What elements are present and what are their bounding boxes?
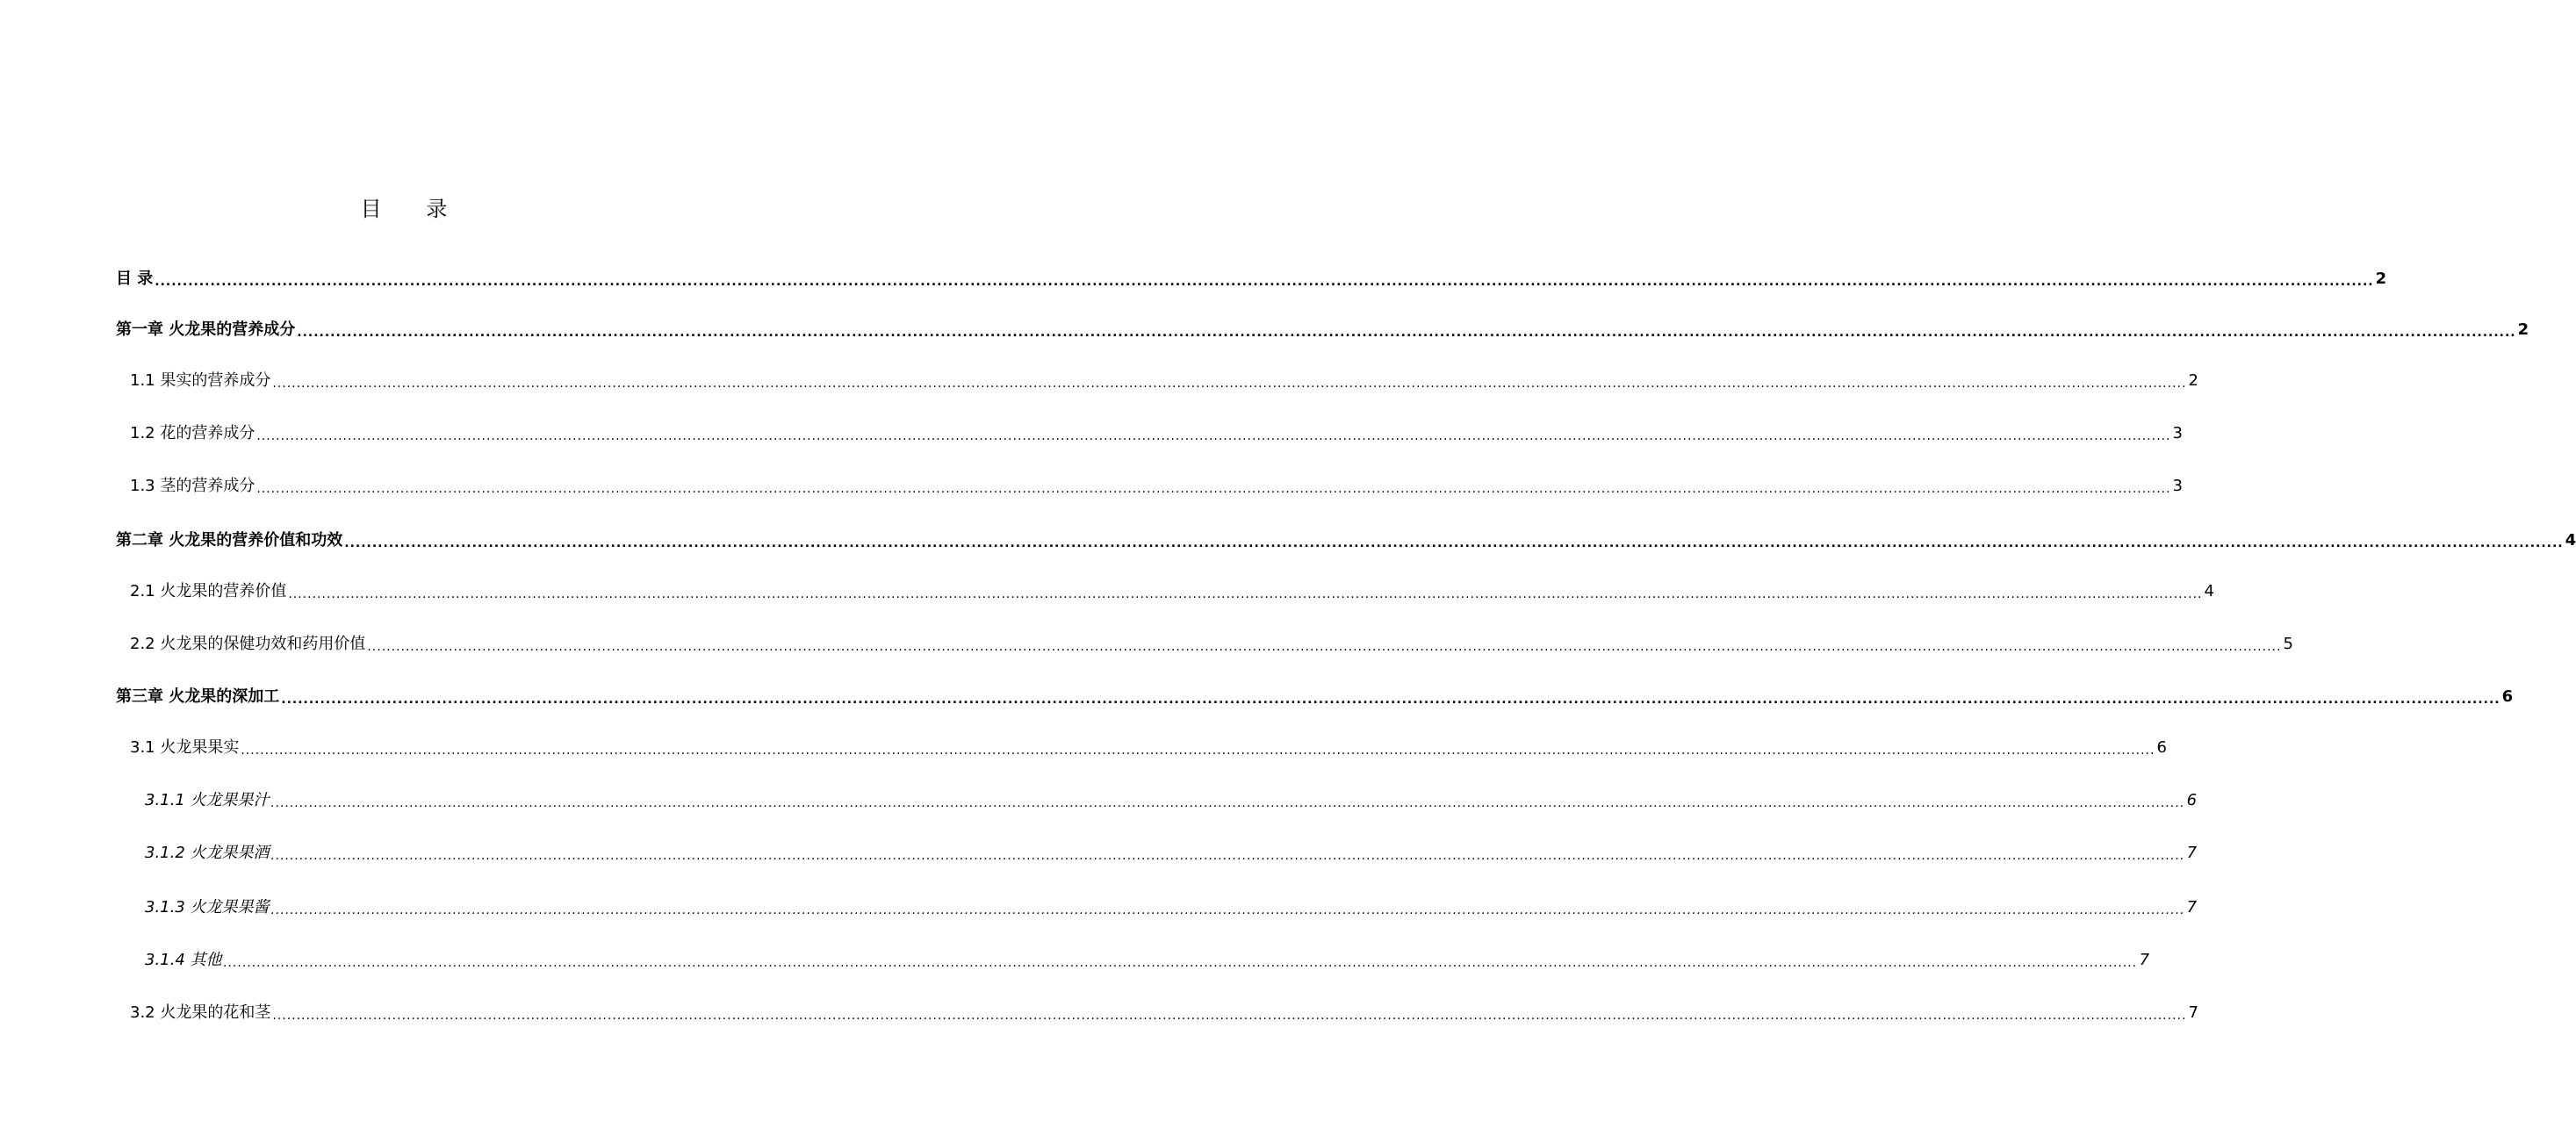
toc-leader-dots: ................................................................................................................................................................................................................................................................................................................................................................................................................ — [272, 1009, 2187, 1023]
toc-entry-text: 3.1.4 其他 — [145, 951, 222, 969]
toc-leader-dots: ................................................................................................................................................................................................................................................................................................................................................................................................................ — [223, 956, 2138, 970]
toc-entry-text: 3.1.1 火龙果果汁 — [145, 791, 270, 809]
toc-page-number: 7 — [2139, 951, 2150, 969]
toc-entry[interactable] — [145, 836, 2198, 864]
toc-page-number: 7 — [2188, 1003, 2198, 1022]
toc-entry[interactable] — [130, 416, 2183, 444]
toc-entry-text: 1.3 茎的营养成分 — [130, 477, 255, 495]
toc-page-number: 3 — [2172, 424, 2183, 442]
toc-entry[interactable] — [130, 627, 2293, 655]
toc-leader-dots: ................................................................................................................................................................................................................................................................................................................................................................................................................ — [155, 275, 2374, 289]
toc-leader-dots: ................................................................................................................................................................................................................................................................................................................................................................................................................ — [281, 693, 2500, 707]
toc-entry-text: 3.1.2 火龙果果酒 — [145, 844, 270, 862]
toc-leader-dots: ................................................................................................................................................................................................................................................................................................................................................................................................................ — [344, 536, 2564, 550]
toc-page-number: 7 — [2186, 898, 2198, 917]
toc-page-number: 4 — [2565, 531, 2576, 550]
toc-leader-dots: ................................................................................................................................................................................................................................................................................................................................................................................................................ — [256, 482, 2171, 496]
toc-entry-text: 2.1 火龙果的营养价值 — [130, 582, 287, 600]
toc-leader-dots: ................................................................................................................................................................................................................................................................................................................................................................................................................ — [272, 377, 2187, 391]
toc-entry[interactable] — [130, 469, 2183, 497]
toc-entry-text: 3.2 火龙果的花和茎 — [130, 1003, 271, 1022]
toc-leader-dots: ................................................................................................................................................................................................................................................................................................................................................................................................................ — [270, 849, 2185, 863]
toc-page-number: 3 — [2172, 477, 2183, 495]
toc-page-number: 4 — [2204, 582, 2214, 600]
toc-entry[interactable] — [116, 262, 2387, 290]
toc-page-number: 6 — [2156, 738, 2167, 757]
toc-entry[interactable] — [130, 363, 2198, 392]
toc-page-number: 2 — [2188, 371, 2198, 390]
toc-page-number: 6 — [2186, 791, 2198, 809]
toc-entry-text: 1.2 花的营养成分 — [130, 424, 255, 442]
toc-page-number: 6 — [2501, 687, 2514, 706]
toc-entry-text: 2.2 火龙果的保健功效和药用价值 — [130, 635, 366, 653]
toc-entry-text: 第三章 火龙果的深加工 — [116, 687, 280, 706]
toc-heading: 目 录 — [360, 197, 467, 221]
toc-entry-text: 3.1 火龙果果实 — [130, 738, 240, 757]
toc-leader-dots: ................................................................................................................................................................................................................................................................................................................................................................................................................ — [297, 326, 2516, 340]
toc-entry[interactable] — [145, 783, 2198, 811]
toc-leader-dots: ................................................................................................................................................................................................................................................................................................................................................................................................................ — [367, 640, 2282, 654]
toc-page-number: 2 — [2375, 270, 2387, 288]
toc-entry-text: 目 录 — [116, 270, 154, 288]
toc-entry-text: 1.1 果实的营养成分 — [130, 371, 271, 390]
toc-page-number: 7 — [2186, 844, 2198, 862]
toc-entry[interactable] — [145, 890, 2198, 918]
toc-leader-dots: ................................................................................................................................................................................................................................................................................................................................................................................................................ — [241, 744, 2155, 758]
toc-leader-dots: ................................................................................................................................................................................................................................................................................................................................................................................................................ — [270, 796, 2185, 810]
toc-entry-text: 3.1.3 火龙果果酱 — [145, 898, 270, 917]
toc-entry[interactable] — [130, 730, 2167, 758]
toc-leader-dots: ................................................................................................................................................................................................................................................................................................................................................................................................................ — [256, 429, 2171, 443]
toc-entry[interactable] — [116, 679, 2514, 708]
toc-entry-text: 第二章 火龙果的营养价值和功效 — [116, 531, 343, 550]
toc-entry[interactable] — [130, 574, 2214, 602]
toc-leader-dots: ................................................................................................................................................................................................................................................................................................................................................................................................................ — [288, 587, 2203, 601]
toc-entry-text: 第一章 火龙果的营养成分 — [116, 320, 296, 339]
toc-entry[interactable] — [130, 996, 2198, 1024]
toc-page-number: 2 — [2517, 320, 2529, 339]
toc-entry[interactable] — [116, 313, 2529, 341]
toc-entry[interactable] — [145, 943, 2150, 971]
toc-entry[interactable] — [116, 523, 2576, 551]
toc-page-number: 5 — [2283, 635, 2293, 653]
toc-leader-dots: ................................................................................................................................................................................................................................................................................................................................................................................................................ — [270, 903, 2185, 917]
